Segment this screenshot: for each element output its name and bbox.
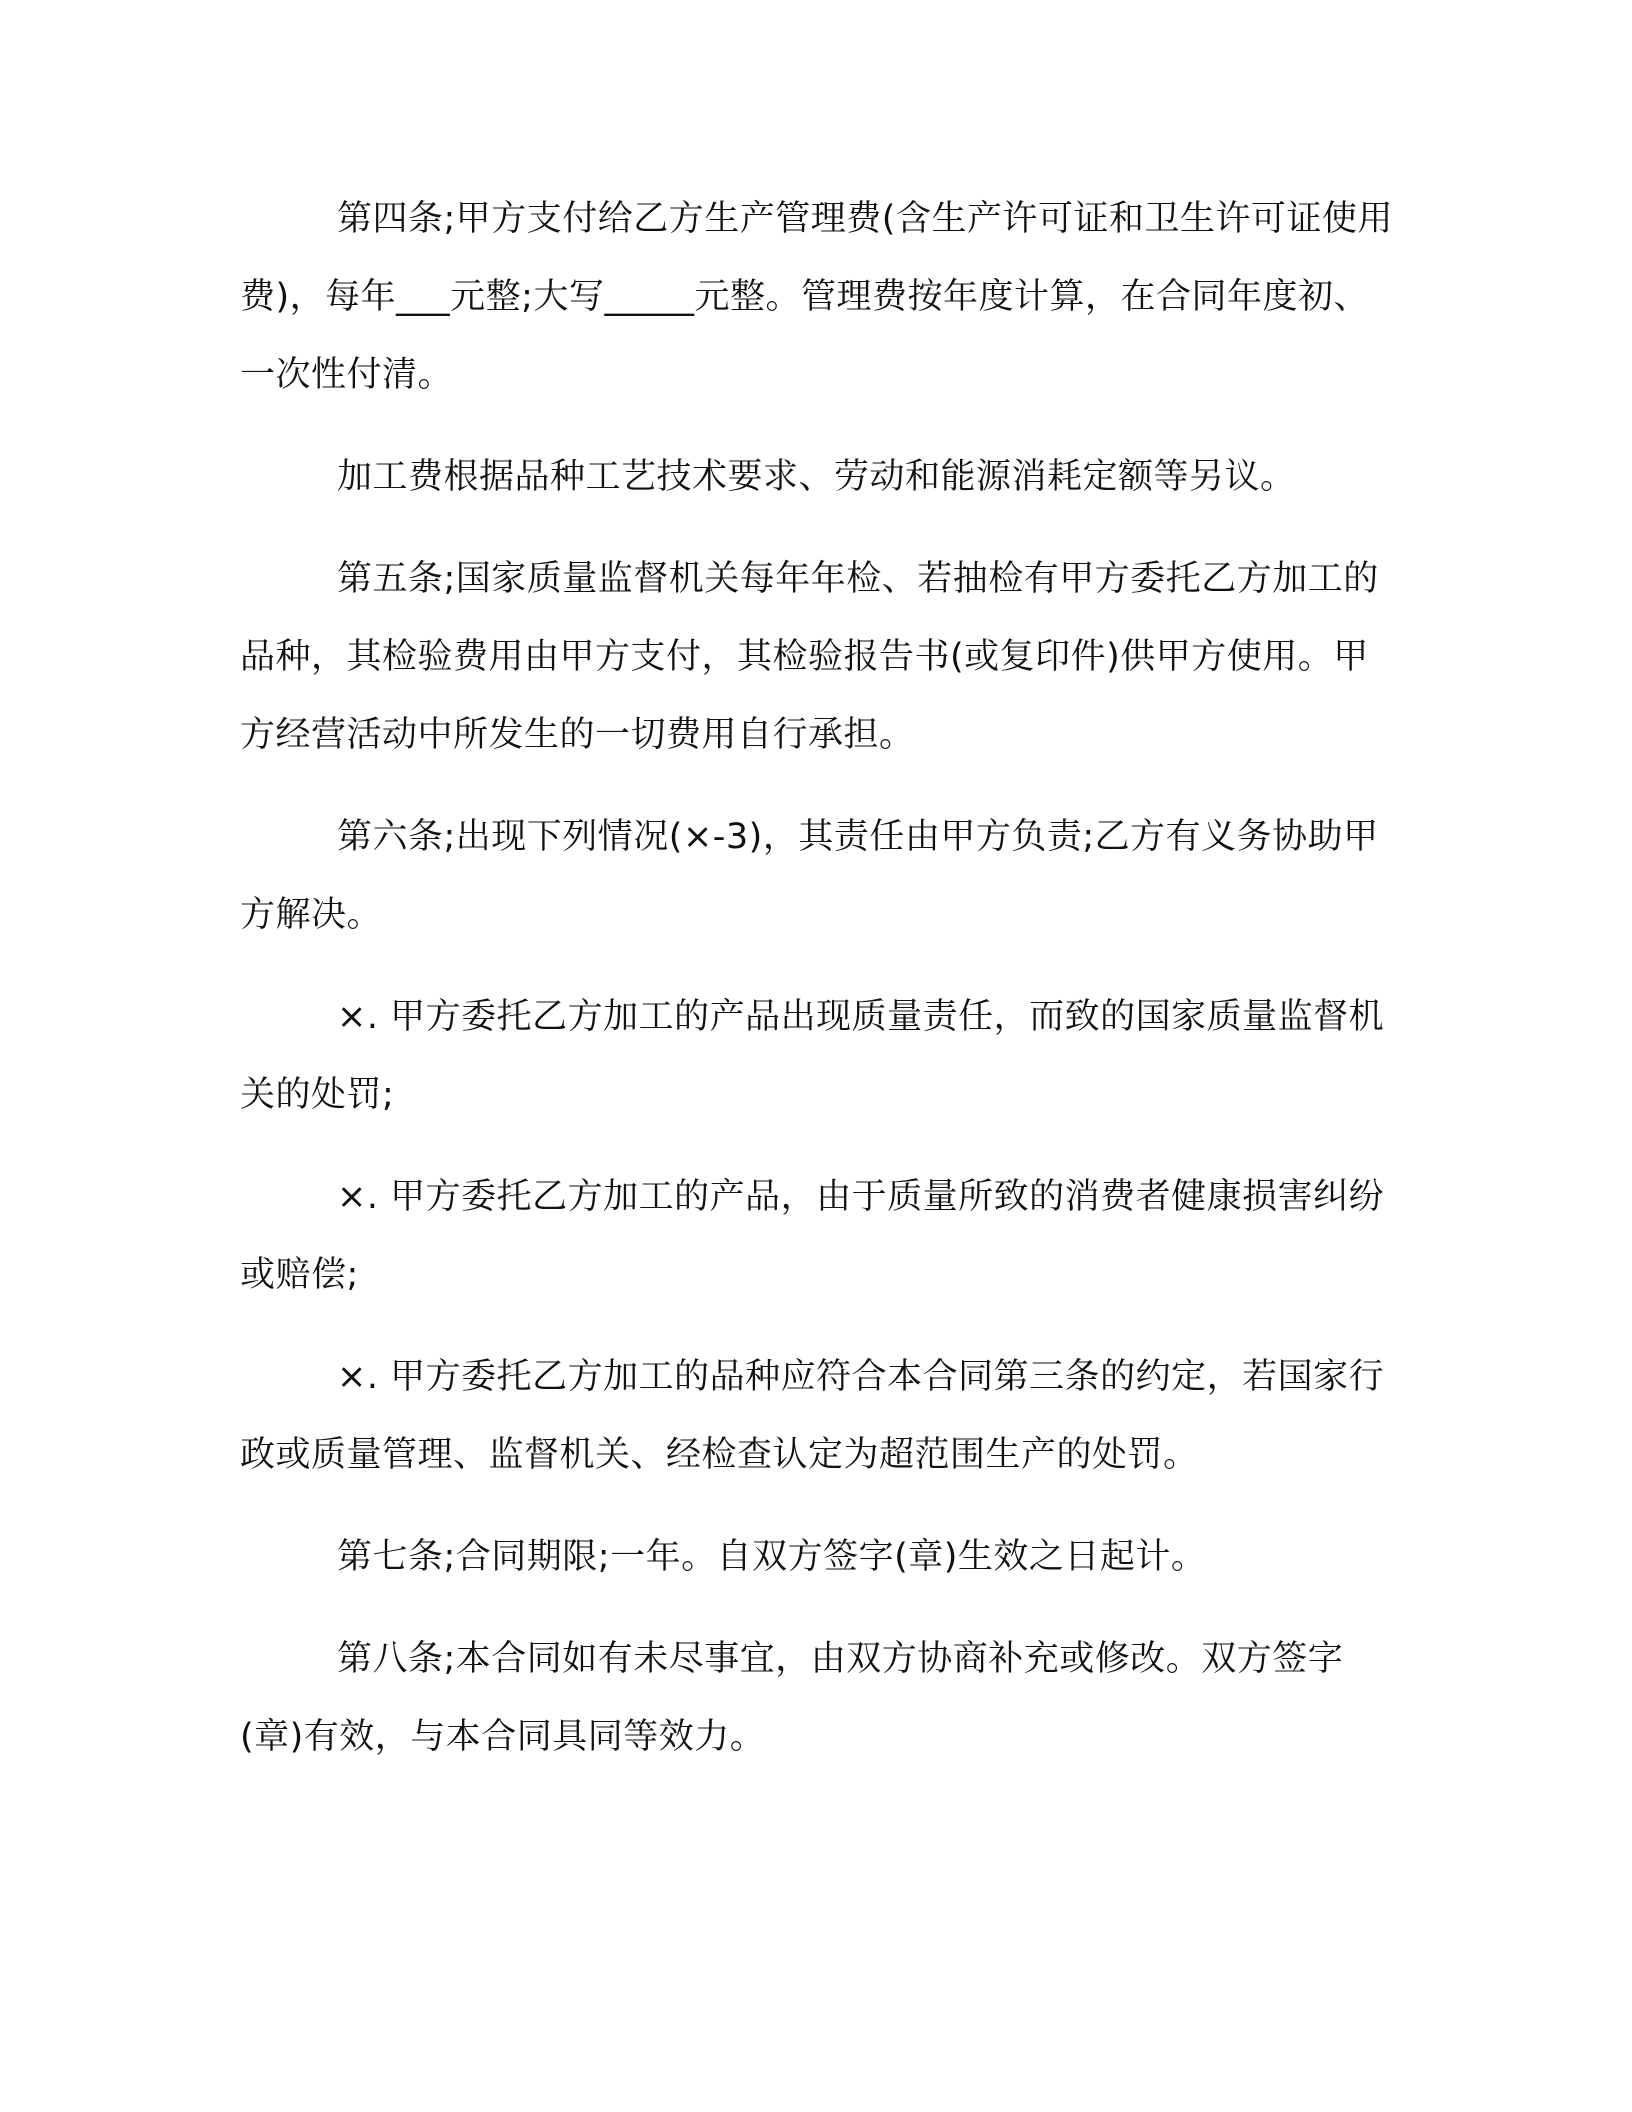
paragraph-article-6: 第六条;出现下列情况(×-3)，其责任由甲方负责;乙方有义务协助甲方解决。 [240, 817, 1379, 935]
paragraph-article-8: 第八条;本合同如有未尽事宜，由双方协商补充或修改。双方签字(章)有效，与本合同具同等效力。 [240, 1639, 1344, 1757]
paragraph-article-4: 第四条;甲方支付给乙方生产管理费(含生产许可证和卫生许可证使用费)，每年___元整;大写_____元整。管理费按年度计算，在合同年度初、一次性付清。 [240, 199, 1393, 395]
list-item-liability-3: ×. 甲方委托乙方加工的品种应符合本合同第三条的约定，若国家行政或质量管理、监督机关、经检查认定为超范围生产的处罚。 [240, 1357, 1385, 1475]
list-item-liability-2: ×. 甲方委托乙方加工的产品，由于质量所致的消费者健康损害纠纷或赔偿; [240, 1177, 1385, 1295]
contract-body [240, 180, 1400, 1800]
list-item-liability-1: ×. 甲方委托乙方加工的产品出现质量责任，而致的国家质量监督机关的处罚; [240, 997, 1385, 1115]
paragraph-article-7: 第七条;合同期限;一年。自双方签字(章)生效之日起计。 [337, 1537, 1207, 1577]
paragraph-article-5: 第五条;国家质量监督机关每年年检、若抽检有甲方委托乙方加工的品种，其检验费用由甲方支付，其检验报告书(或复印件)供甲方使用。甲方经营活动中所发生的一切费用自行承担。 [240, 559, 1379, 755]
paragraph-processing-fee: 加工费根据品种工艺技术要求、劳动和能源消耗定额等另议。 [337, 457, 1296, 497]
